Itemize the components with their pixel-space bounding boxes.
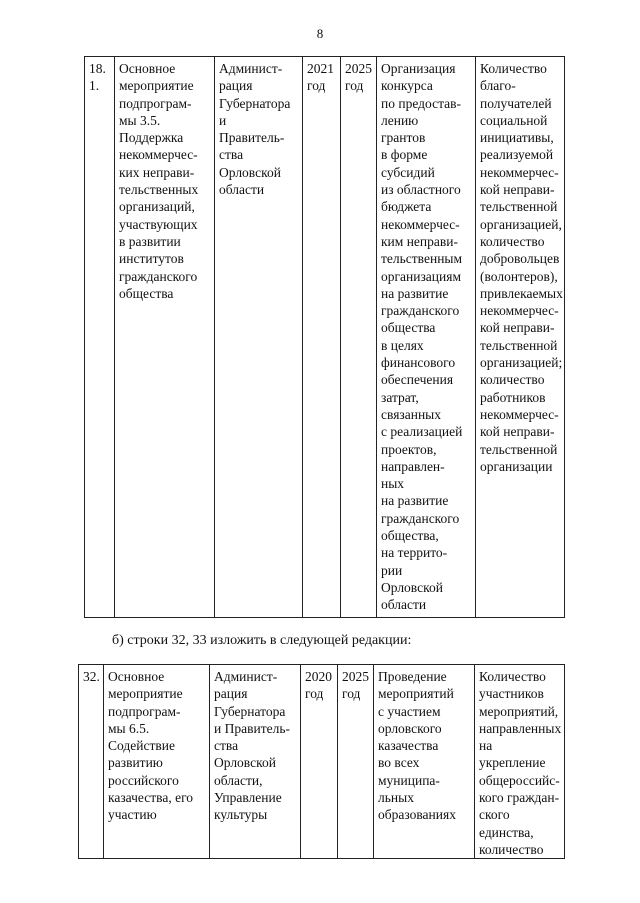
page-number: 8: [316, 26, 324, 41]
end-year-cell: 2025 год: [338, 665, 374, 859]
table-row: [85, 57, 565, 618]
row-number-cell: 32.: [79, 665, 104, 859]
table-row-32: [78, 664, 565, 859]
table-row: [79, 665, 565, 859]
indicators-cell: Количество участников мероприятий, направленных на укрепление общероссийс- кого граждан- ского единства, количество: [475, 665, 565, 859]
description-cell: Организация конкурса по предостав- лению грантов в форме субсидий из областного бюджета некоммерчес- ким неправи- тельственным организациям на развитие гражданского общества в целях финансового обеспечения затрат, связанных с реализацией проектов, направлен- ных на развитие гражданского общества, на террито- рии Орловской области: [377, 57, 476, 618]
start-year-cell: 2021 год: [303, 57, 341, 618]
executor-cell: Админист- рация Губернатора и Правитель- ства Орловской области: [215, 57, 303, 618]
description-cell: Проведение мероприятий с участием орловского казачества во всех муниципа- льных образованиях: [374, 665, 475, 859]
measure-name-cell: Основное мероприятие подпрограм- мы 3.5. Поддержка некоммерчес- ких неправи- тельственных организаций, участвующих в развитии институтов гражданского общества: [115, 57, 215, 618]
executor-cell: Админист- рация Губернатора и Правитель- ства Орловской области, Управление культуры: [210, 665, 301, 859]
indicators-cell: Количество благо- получателей социальной инициативы, реализуемой некоммерчес- кой неправи- тельственной организацией, количество добровольцев (волонтеров), привлекаемых некоммерчес- кой неправи- тельственной организацией; количество работников некоммерчес- кой неправи- тельственной организации: [476, 57, 565, 618]
row-number-cell: 18. 1.: [85, 57, 115, 618]
table-row-18-1: [84, 56, 565, 618]
end-year-cell: 2025 год: [341, 57, 377, 618]
start-year-cell: 2020 год: [301, 665, 338, 859]
measure-name-cell: Основное мероприятие подпрограм- мы 6.5. Содействие развитию российского казачества, его участию: [104, 665, 210, 859]
amendment-paragraph: б) строки 32, 33 изложить в следующей редакции:: [112, 633, 412, 648]
